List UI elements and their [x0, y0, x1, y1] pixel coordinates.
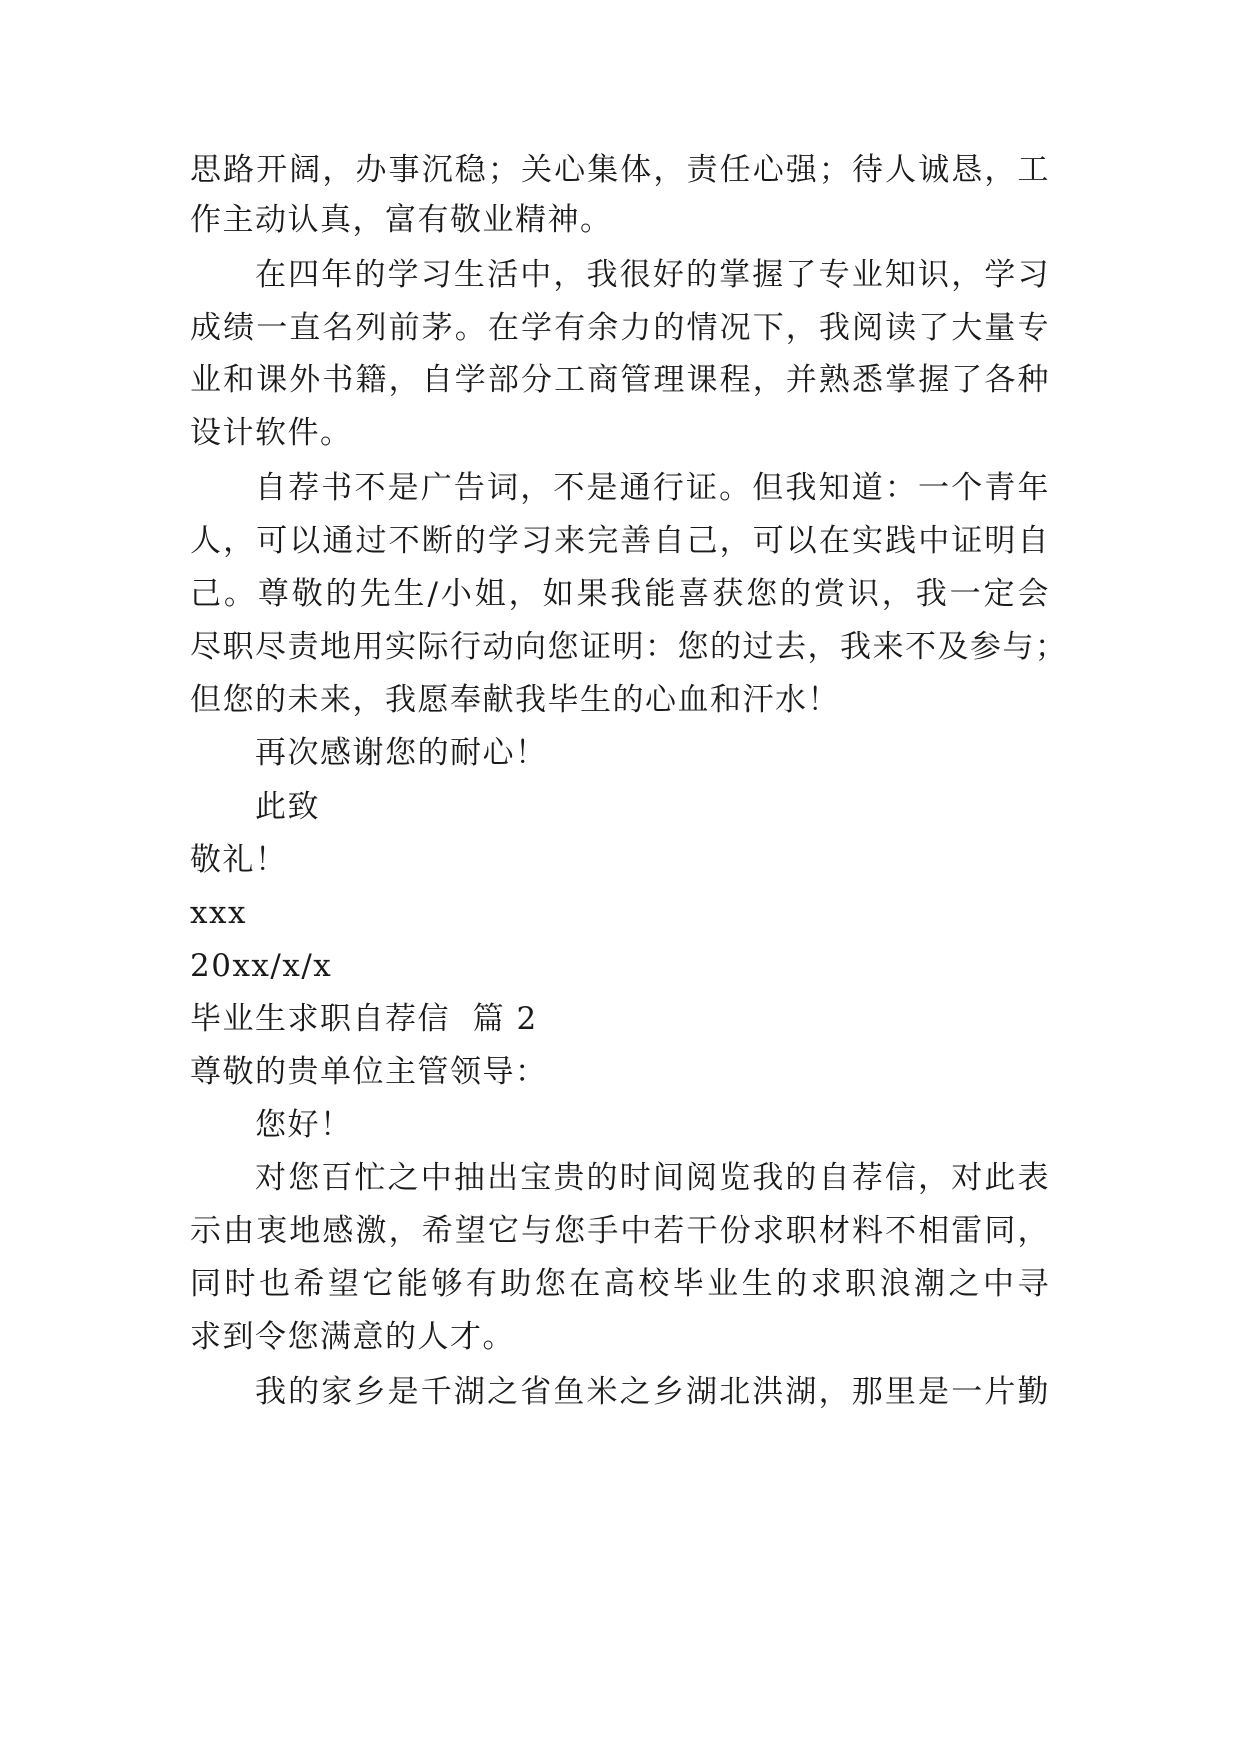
- body-text-line: 作主动认真，富有敬业精神。: [190, 202, 613, 238]
- body-text-line: 示由衷地感激，希望它与您手中若干份求职材料不相雷同，: [190, 1213, 1050, 1249]
- body-text-line: 思路开阔，办事沉稳；关心集体，责任心强；待人诚恳，工: [190, 152, 1050, 188]
- thanks-line: 再次感谢您的耐心！: [255, 735, 548, 771]
- paragraph-first-line: 在四年的学习生活中，我很好的掌握了专业知识，学习: [255, 257, 1050, 293]
- greeting-line: 您好！: [255, 1107, 353, 1143]
- section-heading: 毕业生求职自荐信 篇 2: [190, 1001, 538, 1037]
- signature-name: xxx: [190, 895, 247, 931]
- paragraph-first-line: 对您百忙之中抽出宝贵的时间阅览我的自荐信，对此表: [255, 1160, 1050, 1196]
- signature-date: 20xx/x/x: [190, 948, 333, 984]
- salutation-line: 敬礼！: [190, 842, 288, 878]
- paragraph-first-line: 自荐书不是广告词，不是通行证。但我知道：一个青年: [255, 470, 1050, 506]
- body-text-line: 设计软件。: [190, 415, 353, 451]
- closing-line: 此致: [255, 789, 320, 825]
- body-text-line: 求到令您满意的人才。: [190, 1319, 515, 1355]
- letter-greeting: 尊敬的贵单位主管领导：: [190, 1054, 548, 1090]
- body-text-line: 尽职尽责地用实际行动向您证明：您的过去，我来不及参与；: [190, 629, 1068, 665]
- body-text-line: 同时也希望它能够有助您在高校毕业生的求职浪潮之中寻: [190, 1266, 1050, 1302]
- body-text-line: 成绩一直名列前茅。在学有余力的情况下，我阅读了大量专: [190, 310, 1050, 346]
- body-text-line: 己。尊敬的先生/小姐，如果我能喜获您的赏识，我一定会: [190, 576, 1050, 612]
- body-text-line: 人，可以通过不断的学习来完善自己，可以在实践中证明自: [190, 523, 1050, 559]
- paragraph-first-line: 我的家乡是千湖之省鱼米之乡湖北洪湖，那里是一片勤: [255, 1374, 1050, 1410]
- body-text-line: 但您的未来，我愿奉献我毕生的心血和汗水！: [190, 682, 840, 718]
- body-text-line: 业和课外书籍，自学部分工商管理课程，并熟悉掌握了各种: [190, 362, 1050, 398]
